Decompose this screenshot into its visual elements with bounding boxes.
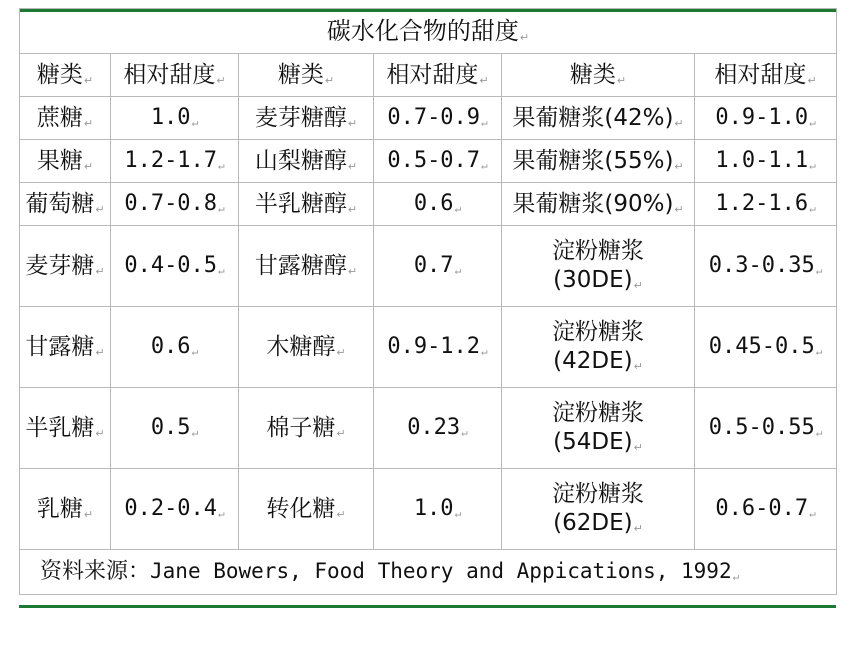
table-cell: 麦芽糖↵ bbox=[20, 226, 111, 307]
table-cell: 果糖↵ bbox=[20, 140, 111, 183]
sweetness-table bbox=[19, 8, 837, 595]
source-citation: 资料来源：Jane Bowers, Food Theory and Appications, 1992↵ bbox=[20, 550, 837, 595]
table-cell: 1.2-1.7↵ bbox=[111, 140, 239, 183]
table-row bbox=[20, 307, 837, 388]
table-cell: 1.0↵ bbox=[111, 97, 239, 140]
table-cell: 1.2-1.6↵ bbox=[695, 183, 837, 226]
header-cell: 相对甜度↵ bbox=[111, 54, 239, 97]
table-cell: 半乳糖↵ bbox=[20, 388, 111, 469]
table-cell: 淀粉糖浆 (54DE)↵ bbox=[502, 388, 695, 469]
table-cell: 半乳糖醇↵ bbox=[239, 183, 374, 226]
table-cell: 0.5-0.55↵ bbox=[695, 388, 837, 469]
header-row bbox=[20, 54, 837, 97]
table-row bbox=[20, 140, 837, 183]
table-cell: 果葡糖浆(55%)↵ bbox=[502, 140, 695, 183]
table-cell: 0.5-0.7↵ bbox=[374, 140, 502, 183]
table-cell: 0.7-0.9↵ bbox=[374, 97, 502, 140]
table-cell: 果葡糖浆(90%)↵ bbox=[502, 183, 695, 226]
table-row bbox=[20, 226, 837, 307]
table-title: 碳水化合物的甜度↵ bbox=[20, 9, 837, 54]
header-cell: 糖类↵ bbox=[502, 54, 695, 97]
header-cell: 糖类↵ bbox=[20, 54, 111, 97]
table-cell: 淀粉糖浆 (30DE)↵ bbox=[502, 226, 695, 307]
table-cell: 0.6-0.7↵ bbox=[695, 469, 837, 550]
table-cell: 转化糖↵ bbox=[239, 469, 374, 550]
header-cell: 相对甜度↵ bbox=[374, 54, 502, 97]
table-cell: 乳糖↵ bbox=[20, 469, 111, 550]
table-row bbox=[20, 469, 837, 550]
table-cell: 0.7↵ bbox=[374, 226, 502, 307]
table-cell: 果葡糖浆(42%)↵ bbox=[502, 97, 695, 140]
table-cell: 木糖醇↵ bbox=[239, 307, 374, 388]
table-cell: 0.4-0.5↵ bbox=[111, 226, 239, 307]
table-cell: 棉子糖↵ bbox=[239, 388, 374, 469]
bottom-rule bbox=[19, 605, 836, 608]
table-row bbox=[20, 388, 837, 469]
table-cell: 麦芽糖醇↵ bbox=[239, 97, 374, 140]
table-cell: 0.9-1.2↵ bbox=[374, 307, 502, 388]
sweetness-table-wrapper bbox=[19, 8, 836, 595]
table-row bbox=[20, 183, 837, 226]
table-cell: 0.7-0.8↵ bbox=[111, 183, 239, 226]
header-cell: 糖类↵ bbox=[239, 54, 374, 97]
table-cell: 甘露糖醇↵ bbox=[239, 226, 374, 307]
table-cell: 葡萄糖↵ bbox=[20, 183, 111, 226]
table-cell: 1.0-1.1↵ bbox=[695, 140, 837, 183]
table-cell: 淀粉糖浆 (62DE)↵ bbox=[502, 469, 695, 550]
header-cell: 相对甜度↵ bbox=[695, 54, 837, 97]
table-cell: 0.6↵ bbox=[374, 183, 502, 226]
table-cell: 0.6↵ bbox=[111, 307, 239, 388]
table-cell: 甘露糖↵ bbox=[20, 307, 111, 388]
table-cell: 0.3-0.35↵ bbox=[695, 226, 837, 307]
table-cell: 0.5↵ bbox=[111, 388, 239, 469]
table-cell: 0.9-1.0↵ bbox=[695, 97, 837, 140]
table-cell: 0.23↵ bbox=[374, 388, 502, 469]
table-row bbox=[20, 97, 837, 140]
table-cell: 山梨糖醇↵ bbox=[239, 140, 374, 183]
table-cell: 淀粉糖浆 (42DE)↵ bbox=[502, 307, 695, 388]
table-cell: 蔗糖↵ bbox=[20, 97, 111, 140]
table-cell: 0.45-0.5↵ bbox=[695, 307, 837, 388]
table-cell: 1.0↵ bbox=[374, 469, 502, 550]
table-cell: 0.2-0.4↵ bbox=[111, 469, 239, 550]
